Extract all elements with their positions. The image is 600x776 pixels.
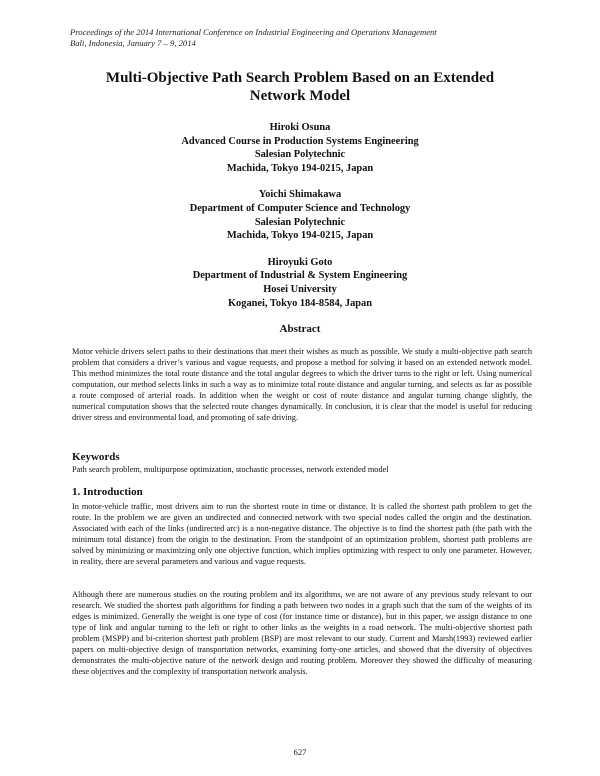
abstract-text: Motor vehicle drivers select paths to their destinations that meet their wishes as much as possible. We study a multi-objective path search problem that considers a driver’s various and vague requests, and propose a method for solving it based on an extended network model. This method minimizes the total route distance and the total angular degrees to which the driver turns to the right or left. Using numerical computation, our method selects links in such a way as to minimize total route distance and angular turning, and selects as far as possible a route composed of arterial roads. In addition when the weight or cost of route distance and angular turning change slightly, the numerical computation shows that the selected route changes dynamically. In conclusion, it is clear that the model is useful for reducing driver stress and environmental load, and promoting of safe driving. (72, 347, 532, 423)
author-block (0, 188, 600, 242)
author-department: Advanced Course in Production Systems Engineering (181, 135, 419, 147)
author-block (0, 256, 600, 310)
introduction-heading: 1. Introduction (72, 486, 143, 498)
abstract-heading: Abstract (279, 323, 321, 335)
author-list (0, 121, 600, 323)
introduction-paragraph-2: Although there are numerous studies on the routing problem and its algorithms, we are not aware of any previous study relevant to our research. We studied the shortest path algorithms for finding a path between two nodes in a graph such that the sum of the weights of its edges is minimized. Generally the weight is one type of cost (for instance time or distance), but in this paper, we assign distance to one type of link and angular turning to the left or right to other links as the weights in a road network. The multi-objective shortest path problem (MSPP) and bi-criterion shortest path problem (BSP) are most relevant to our study. Current and Marsh(1993) reviewed earlier papers on multi-objective design of transportation networks, examining forty-one articles, and showed that the diversity of objectives demonstrates the multi-objective nature of the network design and routing problem. Moreover they showed the difficulty of measuring these objectives and the complexity of transportation network analysis. (72, 590, 532, 677)
author-department: Department of Computer Science and Technology (189, 202, 411, 214)
title-line-2: Network Model (249, 88, 351, 104)
author-name: Hiroyuki Goto (267, 256, 333, 268)
header-line-1: Proceedings of the 2014 International Conference on Industrial Engineering and Operations Management (70, 27, 437, 37)
keywords-heading: Keywords (72, 451, 120, 463)
title-line-1: Multi-Objective Path Search Problem Based on an Extended (105, 70, 495, 86)
author-name: Hiroki Osuna (269, 122, 331, 133)
author-institution: Salesian Polytechnic (254, 216, 346, 228)
introduction-paragraph-1: In motor-vehicle traffic, most drivers aim to run the shortest route in time or distance. It is called the shortest path problem to get the route. In the problem we are given an undirected and connected network with two special nodes called the origin and the destination. Associated with each of the links (undirected arc) is a non-negative distance. The objective is to find the shortest path (the path with the minimum total distance) from the origin to the destination. From the standpoint of an optimization problem, shortest path problems are solved by minimizing or maximizing only one objective function, which implies optimizing with respect to only one parameter. However, in reality, there are several parameters and various and vague requests. (72, 502, 532, 567)
author-block (0, 121, 600, 175)
author-department: Department of Industrial & System Engineering (192, 270, 408, 282)
header-line-2: Bali, Indonesia, January 7 – 9, 2014 (70, 38, 196, 48)
author-name: Yoichi Shimakawa (258, 189, 342, 201)
keywords-text: Path search problem, multipurpose optimization, stochastic processes, network extended model (72, 465, 389, 474)
author-address: Machida, Tokyo 194-0215, Japan (226, 230, 374, 242)
proceedings-header (70, 27, 437, 49)
author-address: Machida, Tokyo 194-0215, Japan (226, 162, 374, 174)
author-institution: Salesian Polytechnic (254, 149, 346, 161)
paper-title (0, 69, 600, 105)
page-number: 627 (293, 747, 307, 757)
author-address: Koganei, Tokyo 184-8584, Japan (227, 297, 373, 309)
author-institution: Hosei University (263, 283, 337, 295)
